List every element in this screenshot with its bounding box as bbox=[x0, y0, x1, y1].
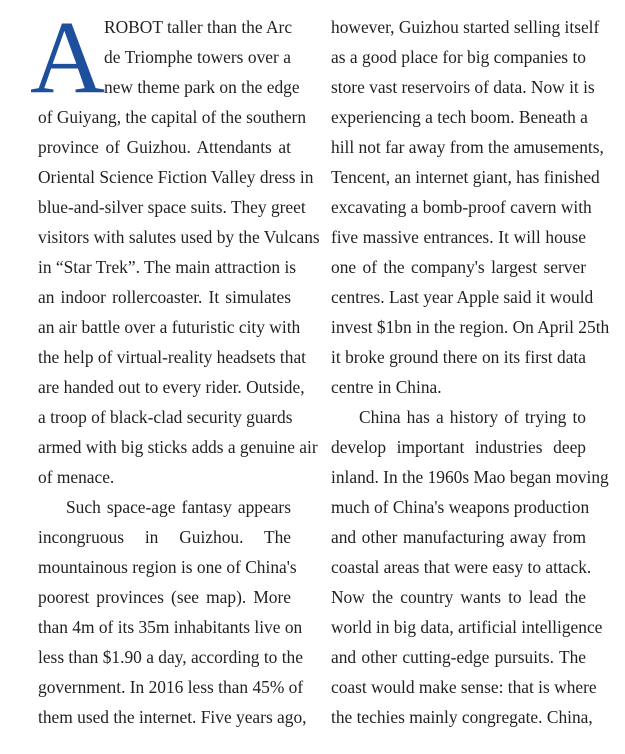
text-line: Oriental Science Fiction Valley dress in bbox=[38, 167, 314, 187]
text-line: are handed out to every rider. Outside, bbox=[38, 377, 305, 397]
text-line: China has a history of trying to bbox=[359, 407, 586, 427]
text-line: armed with big sticks adds a genuine air bbox=[38, 437, 318, 457]
text-line: a troop of black-clad security guards bbox=[38, 407, 293, 427]
text-line: ROBOT taller than the Arc bbox=[104, 17, 293, 37]
text-line: coastal areas that were easy to attack. bbox=[331, 557, 592, 577]
text-line: world in big data, artificial intelligence bbox=[331, 617, 603, 637]
text-line: one of the company's largest server bbox=[331, 257, 586, 277]
text-line: inland. In the 1960s Mao began moving bbox=[331, 467, 609, 487]
text-line: as a good place for big companies to bbox=[331, 47, 586, 67]
text-line: government. In 2016 less than 45% of bbox=[38, 677, 304, 697]
text-line: and other manufacturing away from bbox=[331, 527, 586, 547]
text-line: experiencing a tech boom. Beneath a bbox=[331, 107, 588, 127]
text-line: an air battle over a futuristic city with bbox=[38, 317, 301, 337]
text-line: centre in China. bbox=[331, 377, 442, 397]
text-line: province of Guizhou. Attendants at bbox=[38, 137, 291, 157]
text-line: store vast reservoirs of data. Now it is bbox=[331, 77, 595, 97]
text-line: hill not far away from the amusements, bbox=[331, 137, 604, 157]
text-line: centres. Last year Apple said it would bbox=[331, 287, 594, 307]
text-line: visitors with salutes used by the Vulcans bbox=[38, 227, 320, 247]
text-line: Tencent, an internet giant, has finished bbox=[331, 167, 600, 187]
text-line: the techies mainly congregate. China, bbox=[331, 707, 593, 727]
text-line: however, Guizhou started selling itself bbox=[331, 17, 600, 37]
text-line: Such space-age fantasy appears bbox=[66, 497, 291, 517]
drop-cap: A bbox=[30, 0, 106, 115]
text-line: excavating a bomb-proof cavern with bbox=[331, 197, 592, 217]
text-line: them used the internet. Five years ago, bbox=[38, 707, 307, 727]
text-line: Now the country wants to lead the bbox=[331, 587, 586, 607]
text-line: of menace. bbox=[38, 467, 115, 487]
text-line: less than $1.90 a day, according to the bbox=[38, 647, 303, 667]
text-line: mountainous region is one of China's bbox=[38, 557, 297, 577]
text-line: de Triomphe towers over a bbox=[104, 47, 291, 67]
text-line: of Guiyang, the capital of the southern bbox=[38, 107, 307, 127]
text-line: than 4m of its 35m inhabitants live on bbox=[38, 617, 303, 637]
text-line: coast would make sense: that is where bbox=[331, 677, 597, 697]
text-line: five massive entrances. It will house bbox=[331, 227, 586, 247]
text-line: develop important industries deep bbox=[331, 437, 586, 457]
text-line: poorest provinces (see map). More bbox=[38, 587, 291, 607]
text-line: it broke ground there on its first data bbox=[331, 347, 586, 367]
text-line: new theme park on the edge bbox=[104, 77, 300, 97]
text-line: the help of virtual-reality headsets that bbox=[38, 347, 307, 367]
text-line: in “Star Trek”. The main attraction is bbox=[38, 257, 297, 277]
text-line: blue-and-silver space suits. They greet bbox=[38, 197, 306, 217]
text-line: invest $1bn in the region. On April 25th bbox=[331, 317, 610, 337]
text-line: and other cutting-edge pursuits. The bbox=[331, 647, 586, 667]
text-line: much of China's weapons production bbox=[331, 497, 590, 517]
text-line: an indoor rollercoaster. It simulates bbox=[38, 287, 291, 307]
text-line: incongruous in Guizhou. The bbox=[38, 527, 291, 547]
